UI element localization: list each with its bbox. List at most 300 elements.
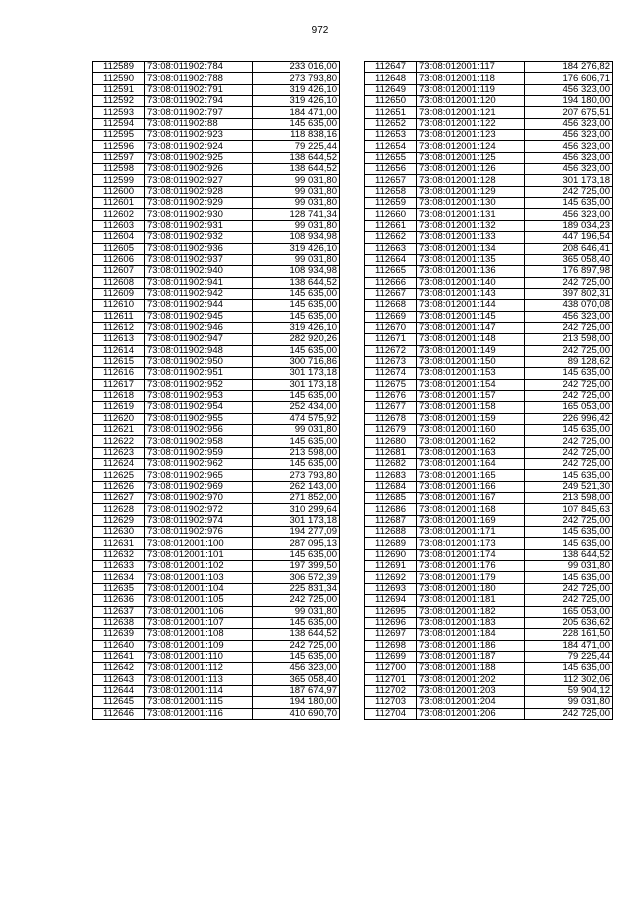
value-cell: 228 161,50: [525, 629, 613, 640]
table-row: [93, 277, 340, 288]
table-row: [93, 493, 340, 504]
cadastral-number-cell: 73:08:012001:166: [417, 481, 525, 492]
cadastral-number-cell: 73:08:012001:167: [417, 493, 525, 504]
row-number-cell: 112670: [365, 322, 417, 333]
row-number-cell: 112639: [93, 629, 145, 640]
value-cell: 242 725,00: [525, 708, 613, 719]
table-row: [365, 697, 613, 708]
table-row: [93, 595, 340, 606]
cadastral-number-cell: 73:08:012001:106: [145, 606, 253, 617]
row-number-cell: 112604: [93, 232, 145, 243]
table-row: [93, 209, 340, 220]
row-number-cell: 112634: [93, 572, 145, 583]
row-number-cell: 112591: [93, 84, 145, 95]
value-cell: 242 725,00: [525, 436, 613, 447]
row-number-cell: 112616: [93, 368, 145, 379]
table-row: [93, 118, 340, 129]
table-row: [365, 96, 613, 107]
table-row: [365, 685, 613, 696]
cadastral-number-cell: 73:08:012001:128: [417, 175, 525, 186]
table-row: [365, 663, 613, 674]
table-row: [365, 470, 613, 481]
value-cell: 213 598,00: [525, 493, 613, 504]
cadastral-number-cell: 73:08:012001:131: [417, 209, 525, 220]
row-number-cell: 112704: [365, 708, 417, 719]
right-register-table: [364, 61, 613, 720]
cadastral-number-cell: 73:08:012001:203: [417, 685, 525, 696]
value-cell: 145 635,00: [253, 459, 340, 470]
value-cell: 107 845,63: [525, 504, 613, 515]
row-number-cell: 112659: [365, 198, 417, 209]
table-row: [365, 674, 613, 685]
cadastral-number-cell: 73:08:012001:140: [417, 277, 525, 288]
cadastral-number-cell: 73:08:012001:132: [417, 220, 525, 231]
table-row: [93, 685, 340, 696]
row-number-cell: 112622: [93, 436, 145, 447]
row-number-cell: 112700: [365, 663, 417, 674]
value-cell: 99 031,80: [525, 561, 613, 572]
value-cell: 176 606,71: [525, 73, 613, 84]
table-row: [365, 572, 613, 583]
row-number-cell: 112689: [365, 538, 417, 549]
cadastral-number-cell: 73:08:012001:129: [417, 186, 525, 197]
cadastral-number-cell: 73:08:012001:148: [417, 334, 525, 345]
value-cell: 197 399,50: [253, 561, 340, 572]
value-cell: 456 323,00: [525, 209, 613, 220]
value-cell: 456 323,00: [525, 164, 613, 175]
row-number-cell: 112631: [93, 538, 145, 549]
row-number-cell: 112624: [93, 459, 145, 470]
row-number-cell: 112677: [365, 402, 417, 413]
value-cell: 184 471,00: [253, 107, 340, 118]
table-row: [93, 538, 340, 549]
table-row: [93, 629, 340, 640]
row-number-cell: 112621: [93, 425, 145, 436]
cadastral-number-cell: 73:08:011902:794: [145, 96, 253, 107]
table-row: [93, 617, 340, 628]
row-number-cell: 112658: [365, 186, 417, 197]
cadastral-number-cell: 73:08:011902:932: [145, 232, 253, 243]
table-row: [93, 322, 340, 333]
value-cell: 145 635,00: [253, 118, 340, 129]
table-row: [93, 368, 340, 379]
value-cell: 242 725,00: [525, 186, 613, 197]
cadastral-number-cell: 73:08:011902:958: [145, 436, 253, 447]
table-row: [365, 527, 613, 538]
table-row: [93, 186, 340, 197]
value-cell: 242 725,00: [525, 459, 613, 470]
row-number-cell: 112608: [93, 277, 145, 288]
value-cell: 145 635,00: [525, 538, 613, 549]
table-row: [365, 62, 613, 73]
cadastral-number-cell: 73:08:012001:183: [417, 617, 525, 628]
table-row: [93, 651, 340, 662]
value-cell: 242 725,00: [253, 640, 340, 651]
table-row: [365, 288, 613, 299]
cadastral-number-cell: 73:08:012001:130: [417, 198, 525, 209]
table-row: [93, 266, 340, 277]
cadastral-number-cell: 73:08:012001:206: [417, 708, 525, 719]
cadastral-number-cell: 73:08:012001:114: [145, 685, 253, 696]
row-number-cell: 112599: [93, 175, 145, 186]
row-number-cell: 112642: [93, 663, 145, 674]
value-cell: 99 031,80: [525, 697, 613, 708]
row-number-cell: 112682: [365, 459, 417, 470]
cadastral-number-cell: 73:08:012001:115: [145, 697, 253, 708]
row-number-cell: 112656: [365, 164, 417, 175]
cadastral-number-cell: 73:08:011902:927: [145, 175, 253, 186]
row-number-cell: 112606: [93, 254, 145, 265]
row-number-cell: 112630: [93, 527, 145, 538]
cadastral-number-cell: 73:08:011902:974: [145, 515, 253, 526]
value-cell: 176 897,98: [525, 266, 613, 277]
value-cell: 89 128,62: [525, 356, 613, 367]
cadastral-number-cell: 73:08:011902:936: [145, 243, 253, 254]
cadastral-number-cell: 73:08:012001:160: [417, 425, 525, 436]
table-row: [93, 527, 340, 538]
cadastral-number-cell: 73:08:011902:948: [145, 345, 253, 356]
value-cell: 99 031,80: [253, 425, 340, 436]
cadastral-number-cell: 73:08:012001:154: [417, 379, 525, 390]
value-cell: 145 635,00: [525, 368, 613, 379]
row-number-cell: 112657: [365, 175, 417, 186]
row-number-cell: 112637: [93, 606, 145, 617]
cadastral-number-cell: 73:08:012001:169: [417, 515, 525, 526]
cadastral-number-cell: 73:08:011902:929: [145, 198, 253, 209]
value-cell: 165 053,00: [525, 606, 613, 617]
table-row: [365, 130, 613, 141]
row-number-cell: 112698: [365, 640, 417, 651]
value-cell: 319 426,10: [253, 84, 340, 95]
value-cell: 474 575,92: [253, 413, 340, 424]
row-number-cell: 112641: [93, 651, 145, 662]
table-row: [365, 436, 613, 447]
row-number-cell: 112617: [93, 379, 145, 390]
table-row: [93, 697, 340, 708]
table-row: [93, 300, 340, 311]
value-cell: 145 635,00: [253, 651, 340, 662]
value-cell: 456 323,00: [525, 141, 613, 152]
cadastral-number-cell: 73:08:011902:930: [145, 209, 253, 220]
value-cell: 456 323,00: [525, 130, 613, 141]
row-number-cell: 112685: [365, 493, 417, 504]
row-number-cell: 112663: [365, 243, 417, 254]
value-cell: 205 636,62: [525, 617, 613, 628]
table-row: [93, 470, 340, 481]
table-row: [93, 402, 340, 413]
cadastral-number-cell: 73:08:012001:126: [417, 164, 525, 175]
value-cell: 145 635,00: [525, 527, 613, 538]
cadastral-number-cell: 73:08:012001:119: [417, 84, 525, 95]
cadastral-number-cell: 73:08:011902:976: [145, 527, 253, 538]
table-row: [93, 152, 340, 163]
cadastral-number-cell: 73:08:011902:946: [145, 322, 253, 333]
table-row: [365, 708, 613, 719]
row-number-cell: 112671: [365, 334, 417, 345]
row-number-cell: 112684: [365, 481, 417, 492]
cadastral-number-cell: 73:08:011902:923: [145, 130, 253, 141]
row-number-cell: 112613: [93, 334, 145, 345]
table-row: [365, 198, 613, 209]
cadastral-number-cell: 73:08:012001:121: [417, 107, 525, 118]
table-row: [365, 538, 613, 549]
table-row: [93, 425, 340, 436]
value-cell: 138 644,52: [525, 549, 613, 560]
value-cell: 184 276,82: [525, 62, 613, 73]
table-row: [365, 368, 613, 379]
table-row: [365, 515, 613, 526]
value-cell: 99 031,80: [253, 254, 340, 265]
value-cell: 301 173,18: [525, 175, 613, 186]
cadastral-number-cell: 73:08:011902:944: [145, 300, 253, 311]
table-row: [365, 84, 613, 95]
row-number-cell: 112596: [93, 141, 145, 152]
cadastral-number-cell: 73:08:011902:791: [145, 84, 253, 95]
table-row: [93, 663, 340, 674]
row-number-cell: 112676: [365, 390, 417, 401]
cadastral-number-cell: 73:08:011902:953: [145, 390, 253, 401]
cadastral-number-cell: 73:08:012001:188: [417, 663, 525, 674]
value-cell: 242 725,00: [525, 390, 613, 401]
value-cell: 242 725,00: [525, 277, 613, 288]
value-cell: 300 716,86: [253, 356, 340, 367]
value-cell: 145 635,00: [253, 300, 340, 311]
row-number-cell: 112669: [365, 311, 417, 322]
table-row: [365, 356, 613, 367]
table-row: [93, 549, 340, 560]
row-number-cell: 112665: [365, 266, 417, 277]
value-cell: 108 934,98: [253, 266, 340, 277]
row-number-cell: 112623: [93, 447, 145, 458]
table-row: [93, 73, 340, 84]
cadastral-number-cell: 73:08:012001:116: [145, 708, 253, 719]
value-cell: 456 323,00: [525, 152, 613, 163]
value-cell: 306 572,39: [253, 572, 340, 583]
value-cell: 225 831,34: [253, 583, 340, 594]
table-row: [365, 617, 613, 628]
cadastral-number-cell: 73:08:012001:112: [145, 663, 253, 674]
row-number-cell: 112626: [93, 481, 145, 492]
value-cell: 138 644,52: [253, 277, 340, 288]
row-number-cell: 112605: [93, 243, 145, 254]
table-row: [365, 651, 613, 662]
cadastral-number-cell: 73:08:011902:965: [145, 470, 253, 481]
table-row: [93, 175, 340, 186]
value-cell: 99 031,80: [253, 175, 340, 186]
cadastral-number-cell: 73:08:012001:134: [417, 243, 525, 254]
row-number-cell: 112649: [365, 84, 417, 95]
cadastral-number-cell: 73:08:011902:947: [145, 334, 253, 345]
row-number-cell: 112618: [93, 390, 145, 401]
value-cell: 397 802,31: [525, 288, 613, 299]
value-cell: 59 904,12: [525, 685, 613, 696]
row-number-cell: 112601: [93, 198, 145, 209]
row-number-cell: 112589: [93, 62, 145, 73]
value-cell: 273 793,80: [253, 73, 340, 84]
cadastral-number-cell: 73:08:012001:164: [417, 459, 525, 470]
row-number-cell: 112653: [365, 130, 417, 141]
row-number-cell: 112636: [93, 595, 145, 606]
cadastral-number-cell: 73:08:012001:187: [417, 651, 525, 662]
table-row: [365, 561, 613, 572]
value-cell: 145 635,00: [253, 436, 340, 447]
row-number-cell: 112686: [365, 504, 417, 515]
row-number-cell: 112607: [93, 266, 145, 277]
left-table-body: [93, 62, 340, 720]
cadastral-number-cell: 73:08:012001:150: [417, 356, 525, 367]
table-row: [93, 413, 340, 424]
table-row: [365, 504, 613, 515]
row-number-cell: 112647: [365, 62, 417, 73]
row-number-cell: 112696: [365, 617, 417, 628]
row-number-cell: 112697: [365, 629, 417, 640]
value-cell: 99 031,80: [253, 198, 340, 209]
table-row: [365, 152, 613, 163]
table-row: [365, 118, 613, 129]
cadastral-number-cell: 73:08:012001:144: [417, 300, 525, 311]
cadastral-number-cell: 73:08:011902:945: [145, 311, 253, 322]
table-row: [365, 447, 613, 458]
cadastral-number-cell: 73:08:012001:149: [417, 345, 525, 356]
cadastral-number-cell: 73:08:012001:125: [417, 152, 525, 163]
row-number-cell: 112672: [365, 345, 417, 356]
value-cell: 301 173,18: [253, 368, 340, 379]
left-register-table: [92, 61, 340, 720]
cadastral-number-cell: 73:08:011902:926: [145, 164, 253, 175]
value-cell: 365 058,40: [525, 254, 613, 265]
row-number-cell: 112627: [93, 493, 145, 504]
table-row: [93, 254, 340, 265]
row-number-cell: 112681: [365, 447, 417, 458]
table-row: [365, 640, 613, 651]
value-cell: 145 635,00: [253, 390, 340, 401]
cadastral-number-cell: 73:08:012001:163: [417, 447, 525, 458]
cadastral-number-cell: 73:08:012001:102: [145, 561, 253, 572]
cadastral-number-cell: 73:08:012001:174: [417, 549, 525, 560]
value-cell: 194 180,00: [253, 697, 340, 708]
table-row: [93, 96, 340, 107]
table-row: [365, 277, 613, 288]
value-cell: 99 031,80: [253, 220, 340, 231]
value-cell: 226 996,42: [525, 413, 613, 424]
cadastral-number-cell: 73:08:011902:940: [145, 266, 253, 277]
row-number-cell: 112597: [93, 152, 145, 163]
row-number-cell: 112619: [93, 402, 145, 413]
cadastral-number-cell: 73:08:012001:105: [145, 595, 253, 606]
cadastral-number-cell: 73:08:011902:797: [145, 107, 253, 118]
table-row: [93, 107, 340, 118]
cadastral-number-cell: 73:08:012001:136: [417, 266, 525, 277]
value-cell: 108 934,98: [253, 232, 340, 243]
table-row: [93, 130, 340, 141]
cadastral-number-cell: 73:08:012001:120: [417, 96, 525, 107]
cadastral-number-cell: 73:08:012001:159: [417, 413, 525, 424]
cadastral-number-cell: 73:08:011902:970: [145, 493, 253, 504]
value-cell: 194 180,00: [525, 96, 613, 107]
row-number-cell: 112692: [365, 572, 417, 583]
row-number-cell: 112688: [365, 527, 417, 538]
table-row: [365, 220, 613, 231]
row-number-cell: 112602: [93, 209, 145, 220]
row-number-cell: 112678: [365, 413, 417, 424]
value-cell: 138 644,52: [253, 629, 340, 640]
row-number-cell: 112661: [365, 220, 417, 231]
table-row: [93, 379, 340, 390]
value-cell: 242 725,00: [525, 515, 613, 526]
row-number-cell: 112667: [365, 288, 417, 299]
value-cell: 112 302,06: [525, 674, 613, 685]
row-number-cell: 112598: [93, 164, 145, 175]
row-number-cell: 112648: [365, 73, 417, 84]
table-row: [365, 164, 613, 175]
table-row: [93, 572, 340, 583]
value-cell: 242 725,00: [525, 595, 613, 606]
value-cell: 287 095,13: [253, 538, 340, 549]
cadastral-number-cell: 73:08:012001:117: [417, 62, 525, 73]
cadastral-number-cell: 73:08:012001:182: [417, 606, 525, 617]
row-number-cell: 112593: [93, 107, 145, 118]
row-number-cell: 112683: [365, 470, 417, 481]
cadastral-number-cell: 73:08:011902:962: [145, 459, 253, 470]
value-cell: 213 598,00: [253, 447, 340, 458]
value-cell: 233 016,00: [253, 62, 340, 73]
value-cell: 456 323,00: [253, 663, 340, 674]
row-number-cell: 112694: [365, 595, 417, 606]
row-number-cell: 112646: [93, 708, 145, 719]
cadastral-number-cell: 73:08:012001:176: [417, 561, 525, 572]
table-row: [365, 425, 613, 436]
table-row: [93, 288, 340, 299]
table-row: [93, 515, 340, 526]
row-number-cell: 112655: [365, 152, 417, 163]
value-cell: 145 635,00: [253, 311, 340, 322]
value-cell: 319 426,10: [253, 96, 340, 107]
row-number-cell: 112654: [365, 141, 417, 152]
row-number-cell: 112590: [93, 73, 145, 84]
table-row: [93, 198, 340, 209]
row-number-cell: 112638: [93, 617, 145, 628]
table-row: [93, 583, 340, 594]
cadastral-number-cell: 73:08:012001:180: [417, 583, 525, 594]
table-row: [93, 232, 340, 243]
value-cell: 145 635,00: [253, 549, 340, 560]
table-row: [93, 481, 340, 492]
table-row: [93, 447, 340, 458]
cadastral-number-cell: 73:08:011902:969: [145, 481, 253, 492]
cadastral-number-cell: 73:08:012001:123: [417, 130, 525, 141]
value-cell: 301 173,18: [253, 515, 340, 526]
row-number-cell: 112610: [93, 300, 145, 311]
value-cell: 207 675,51: [525, 107, 613, 118]
cadastral-number-cell: 73:08:012001:162: [417, 436, 525, 447]
row-number-cell: 112620: [93, 413, 145, 424]
table-row: [365, 311, 613, 322]
value-cell: 242 725,00: [253, 595, 340, 606]
table-row: [365, 413, 613, 424]
row-number-cell: 112702: [365, 685, 417, 696]
cadastral-number-cell: 73:08:012001:100: [145, 538, 253, 549]
row-number-cell: 112679: [365, 425, 417, 436]
cadastral-number-cell: 73:08:012001:107: [145, 617, 253, 628]
cadastral-number-cell: 73:08:011902:959: [145, 447, 253, 458]
row-number-cell: 112633: [93, 561, 145, 572]
row-number-cell: 112640: [93, 640, 145, 651]
row-number-cell: 112628: [93, 504, 145, 515]
row-number-cell: 112611: [93, 311, 145, 322]
table-row: [93, 708, 340, 719]
cadastral-number-cell: 73:08:011902:951: [145, 368, 253, 379]
table-row: [365, 186, 613, 197]
